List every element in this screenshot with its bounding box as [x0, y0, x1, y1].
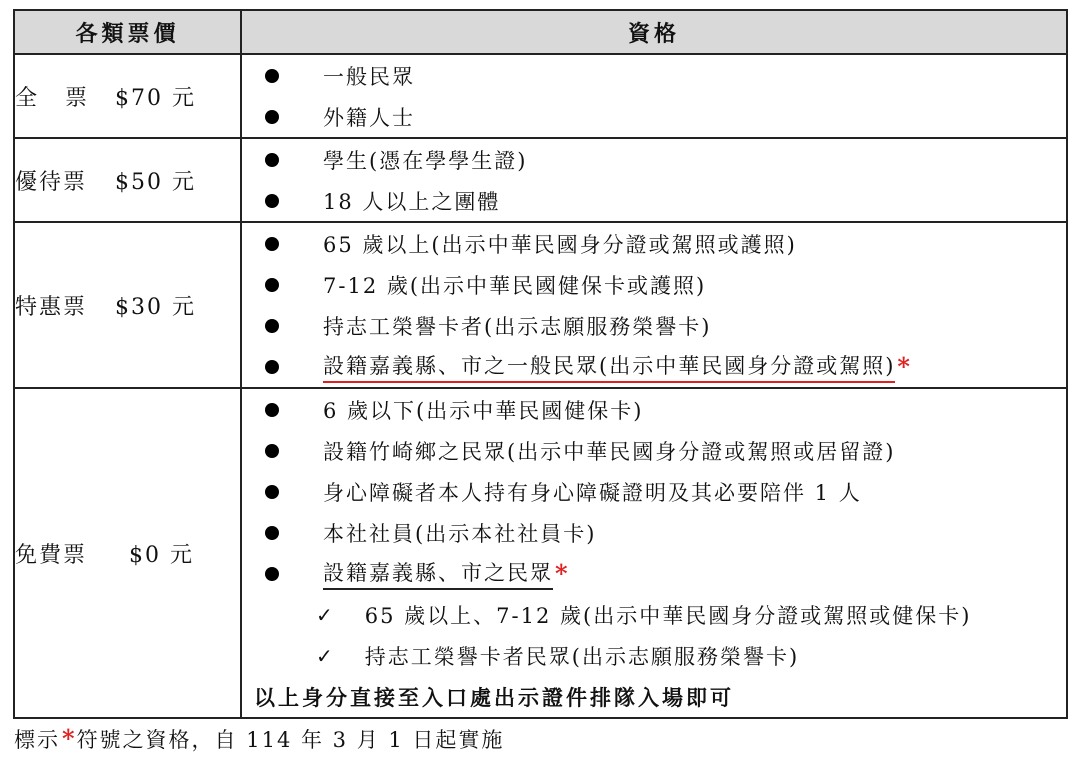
eligibility-item: 外籍人士	[242, 96, 1066, 137]
eligibility-item: 18 人以上之團體	[242, 180, 1066, 221]
fare-price: $30 元	[115, 294, 196, 320]
eligibility-item-new: 設籍嘉義縣、市之民眾 *	[242, 553, 1066, 594]
checkmark-icon: ✓	[316, 602, 335, 627]
bullet-icon	[265, 403, 279, 417]
bullet-icon	[265, 319, 279, 333]
header-row	[14, 10, 1067, 54]
fare-row-discount	[14, 138, 1067, 222]
bullet-icon	[265, 237, 279, 251]
fare-name: 免費票	[15, 542, 88, 568]
bullet-icon	[265, 360, 279, 374]
bullet-icon	[265, 69, 279, 83]
bullet-icon	[265, 485, 279, 499]
eligibility-item: 本社社員(出示本社社員卡)	[242, 512, 1066, 553]
asterisk-icon: *	[897, 352, 912, 381]
fare-price: $70 元	[115, 85, 196, 111]
fare-name: 優待票	[15, 169, 88, 195]
bullet-icon	[265, 444, 279, 458]
fare-table	[13, 9, 1068, 719]
bullet-icon	[265, 194, 279, 208]
fare-name: 全票	[15, 85, 116, 111]
fare-type-cell	[14, 388, 241, 718]
eligibility-sub-item: ✓ 持志工榮譽卡者民眾(出示志願服務榮譽卡)	[316, 643, 800, 669]
eligibility-sub-item: ✓ 65 歲以上、7-12 歲(出示中華民國身分證或駕照或健保卡)	[316, 602, 972, 628]
eligibility-item-new: 設籍嘉義縣、市之一般民眾(出示中華民國身分證或駕照) *	[242, 346, 1066, 387]
eligibility-item: 身心障礙者本人持有身心障礙證明及其必要陪伴 1 人	[242, 471, 1066, 512]
eligibility-item: 持志工榮譽卡者(出示志願服務榮譽卡)	[242, 305, 1066, 346]
fare-price: $50 元	[115, 169, 196, 195]
eligibility-item: 學生(憑在學學生證)	[242, 139, 1066, 180]
entry-note: 以上身分直接至入口處出示證件排隊入場即可	[254, 684, 734, 710]
fare-name: 特惠票	[15, 294, 88, 320]
bullet-icon	[265, 567, 279, 581]
fare-row-full	[14, 54, 1067, 138]
fare-type-cell	[14, 138, 241, 222]
eligibility-item: 65 歲以上(出示中華民國身分證或駕照或護照)	[242, 223, 1066, 264]
eligibility-cell	[241, 54, 1067, 138]
eligibility-item: 7-12 歲(出示中華民國健保卡或護照)	[242, 264, 1066, 305]
checkmark-icon: ✓	[316, 643, 335, 668]
bullet-icon	[265, 526, 279, 540]
eligibility-cell	[241, 388, 1067, 718]
eligibility-item: 6 歲以下(出示中華民國健保卡)	[242, 389, 1066, 430]
eligibility-item: 一般民眾	[242, 55, 1066, 96]
header-eligibility: 資格	[241, 10, 1067, 54]
fare-type-cell	[14, 222, 241, 388]
eligibility-cell	[241, 222, 1067, 388]
eligibility-item: 設籍竹崎鄉之民眾(出示中華民國身分證或駕照或居留證)	[242, 430, 1066, 471]
asterisk-icon: *	[555, 559, 570, 588]
bullet-icon	[265, 153, 279, 167]
asterisk-icon: *	[62, 724, 77, 753]
fare-row-free	[14, 388, 1067, 718]
footnote: 標示*符號之資格，自 114 年 3 月 1 日起實施	[14, 724, 505, 753]
bullet-icon	[265, 110, 279, 124]
fare-type-cell	[14, 54, 241, 138]
fare-row-special	[14, 222, 1067, 388]
bullet-icon	[265, 278, 279, 292]
eligibility-cell	[241, 138, 1067, 222]
header-fare-types: 各類票價	[14, 10, 241, 54]
fare-price: $0 元	[129, 542, 194, 568]
